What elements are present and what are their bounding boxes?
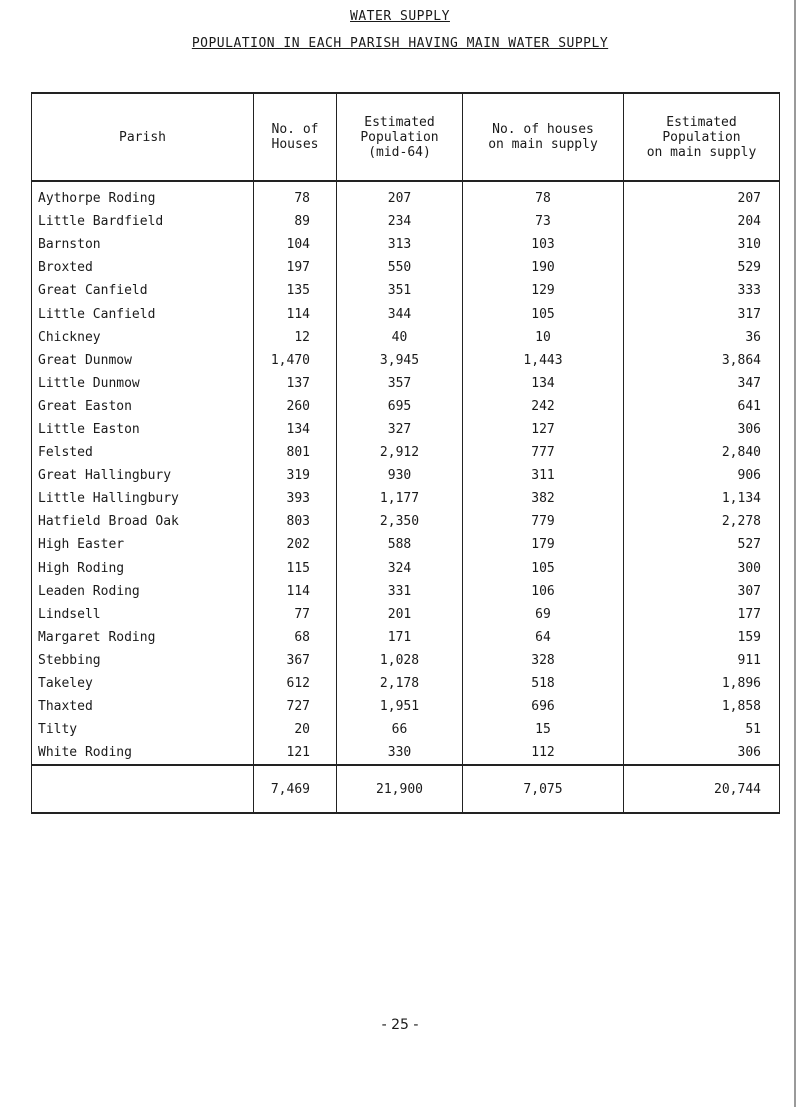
- population-on-main: 306: [624, 741, 780, 765]
- houses-on-main: 106: [463, 580, 624, 603]
- houses-on-main: 78: [463, 187, 624, 210]
- houses: 115: [254, 557, 337, 580]
- table-row: [32, 372, 780, 395]
- table-row: [32, 464, 780, 487]
- table-row: [32, 510, 780, 533]
- houses-on-main: 105: [463, 302, 624, 325]
- houses: 202: [254, 533, 337, 556]
- total-houses: 7,469: [254, 765, 337, 813]
- parish-name: White Roding: [32, 741, 254, 765]
- table-row: [32, 349, 780, 372]
- estimated-population: 234: [337, 210, 463, 233]
- population-on-main: 36: [624, 326, 780, 349]
- population-on-main: 529: [624, 256, 780, 279]
- parish-name: Felsted: [32, 441, 254, 464]
- table-row: [32, 533, 780, 556]
- houses: 803: [254, 510, 337, 533]
- houses: 801: [254, 441, 337, 464]
- houses: 319: [254, 464, 337, 487]
- population-on-main: 307: [624, 580, 780, 603]
- parish-name: Great Easton: [32, 395, 254, 418]
- houses-on-main: 64: [463, 626, 624, 649]
- estimated-population: 324: [337, 557, 463, 580]
- estimated-population: 1,951: [337, 695, 463, 718]
- houses-on-main: 73: [463, 210, 624, 233]
- header-parish: Parish: [32, 93, 254, 181]
- houses: 260: [254, 395, 337, 418]
- houses-on-main: 179: [463, 533, 624, 556]
- table-row: [32, 487, 780, 510]
- houses-on-main: 382: [463, 487, 624, 510]
- estimated-population: 2,178: [337, 672, 463, 695]
- houses-on-main: 190: [463, 256, 624, 279]
- table-row: [32, 210, 780, 233]
- houses: 197: [254, 256, 337, 279]
- houses-on-main: 10: [463, 326, 624, 349]
- parish-name: Great Hallingbury: [32, 464, 254, 487]
- population-on-main: 207: [624, 187, 780, 210]
- houses-on-main: 242: [463, 395, 624, 418]
- estimated-population: 313: [337, 233, 463, 256]
- table-row: [32, 279, 780, 302]
- houses-on-main: 105: [463, 557, 624, 580]
- table-row: [32, 718, 780, 741]
- houses: 612: [254, 672, 337, 695]
- table-row: [32, 256, 780, 279]
- houses-on-main: 328: [463, 649, 624, 672]
- population-on-main: 2,278: [624, 510, 780, 533]
- estimated-population: 344: [337, 302, 463, 325]
- houses: 135: [254, 279, 337, 302]
- parish-name: High Easter: [32, 533, 254, 556]
- estimated-population: 40: [337, 326, 463, 349]
- table-row: [32, 233, 780, 256]
- houses: 12: [254, 326, 337, 349]
- houses: 393: [254, 487, 337, 510]
- population-on-main: 1,134: [624, 487, 780, 510]
- page-title: WATER SUPPLY: [350, 9, 450, 24]
- parish-name: Little Bardfield: [32, 210, 254, 233]
- population-on-main: 306: [624, 418, 780, 441]
- population-on-main: 310: [624, 233, 780, 256]
- table-row: [32, 626, 780, 649]
- houses: 78: [254, 187, 337, 210]
- estimated-population: 588: [337, 533, 463, 556]
- houses-on-main: 696: [463, 695, 624, 718]
- table-row: [32, 695, 780, 718]
- parish-name: Takeley: [32, 672, 254, 695]
- houses-on-main: 779: [463, 510, 624, 533]
- houses-on-main: 1,443: [463, 349, 624, 372]
- houses-on-main: 518: [463, 672, 624, 695]
- estimated-population: 327: [337, 418, 463, 441]
- table-row: [32, 557, 780, 580]
- population-on-main: 333: [624, 279, 780, 302]
- parish-name: Tilty: [32, 718, 254, 741]
- estimated-population: 331: [337, 580, 463, 603]
- parish-name: Thaxted: [32, 695, 254, 718]
- houses-on-main: 134: [463, 372, 624, 395]
- houses: 1,470: [254, 349, 337, 372]
- parish-name: Barnston: [32, 233, 254, 256]
- houses: 89: [254, 210, 337, 233]
- table-row: [32, 187, 780, 210]
- parish-name: Great Dunmow: [32, 349, 254, 372]
- water-supply-table: [31, 92, 780, 814]
- estimated-population: 1,177: [337, 487, 463, 510]
- table-row: [32, 741, 780, 765]
- table-row: [32, 441, 780, 464]
- header-estimated-population: Estimated Population (mid-64): [337, 93, 463, 181]
- houses: 114: [254, 302, 337, 325]
- table-row: [32, 302, 780, 325]
- estimated-population: 207: [337, 187, 463, 210]
- houses: 134: [254, 418, 337, 441]
- table-header-row: [32, 93, 780, 181]
- page-subtitle: POPULATION IN EACH PARISH HAVING MAIN WATER SUPPLY: [191, 36, 609, 51]
- estimated-population: 3,945: [337, 349, 463, 372]
- parish-name: Little Hallingbury: [32, 487, 254, 510]
- parish-name: Aythorpe Roding: [32, 187, 254, 210]
- parish-name: Leaden Roding: [32, 580, 254, 603]
- population-on-main: 911: [624, 649, 780, 672]
- population-on-main: 347: [624, 372, 780, 395]
- totals-row: [32, 765, 780, 813]
- population-on-main: 204: [624, 210, 780, 233]
- estimated-population: 1,028: [337, 649, 463, 672]
- houses: 114: [254, 580, 337, 603]
- population-on-main: 317: [624, 302, 780, 325]
- estimated-population: 171: [337, 626, 463, 649]
- estimated-population: 2,350: [337, 510, 463, 533]
- estimated-population: 357: [337, 372, 463, 395]
- houses-on-main: 15: [463, 718, 624, 741]
- houses: 727: [254, 695, 337, 718]
- population-on-main: 1,858: [624, 695, 780, 718]
- estimated-population: 201: [337, 603, 463, 626]
- parish-name: High Roding: [32, 557, 254, 580]
- scan-edge: [794, 0, 796, 1107]
- parish-name: Little Canfield: [32, 302, 254, 325]
- estimated-population: 550: [337, 256, 463, 279]
- parish-name: Broxted: [32, 256, 254, 279]
- houses-on-main: 129: [463, 279, 624, 302]
- houses: 137: [254, 372, 337, 395]
- header-houses-on-main: No. of houses on main supply: [463, 93, 624, 181]
- population-on-main: 2,840: [624, 441, 780, 464]
- estimated-population: 330: [337, 741, 463, 765]
- houses-on-main: 311: [463, 464, 624, 487]
- population-on-main: 906: [624, 464, 780, 487]
- table-row: [32, 418, 780, 441]
- houses: 20: [254, 718, 337, 741]
- houses-on-main: 69: [463, 603, 624, 626]
- houses-on-main: 127: [463, 418, 624, 441]
- houses: 77: [254, 603, 337, 626]
- population-on-main: 159: [624, 626, 780, 649]
- houses-on-main: 103: [463, 233, 624, 256]
- parish-name: Lindsell: [32, 603, 254, 626]
- population-on-main: 3,864: [624, 349, 780, 372]
- houses: 367: [254, 649, 337, 672]
- total-houses-on-main: 7,075: [463, 765, 624, 813]
- header-houses: No. of Houses: [254, 93, 337, 181]
- estimated-population: 930: [337, 464, 463, 487]
- population-on-main: 177: [624, 603, 780, 626]
- parish-name: Little Dunmow: [32, 372, 254, 395]
- total-population: 21,900: [337, 765, 463, 813]
- houses: 68: [254, 626, 337, 649]
- totals-label: [32, 765, 254, 813]
- table-row: [32, 326, 780, 349]
- parish-name: Little Easton: [32, 418, 254, 441]
- parish-name: Stebbing: [32, 649, 254, 672]
- parish-name: Great Canfield: [32, 279, 254, 302]
- population-on-main: 527: [624, 533, 780, 556]
- houses-on-main: 112: [463, 741, 624, 765]
- houses: 104: [254, 233, 337, 256]
- page-number: - 25 -: [381, 1017, 419, 1033]
- houses: 121: [254, 741, 337, 765]
- parish-name: Chickney: [32, 326, 254, 349]
- estimated-population: 66: [337, 718, 463, 741]
- population-on-main: 641: [624, 395, 780, 418]
- population-on-main: 1,896: [624, 672, 780, 695]
- population-on-main: 51: [624, 718, 780, 741]
- population-on-main: 300: [624, 557, 780, 580]
- table-row: [32, 603, 780, 626]
- parish-name: Hatfield Broad Oak: [32, 510, 254, 533]
- table-row: [32, 395, 780, 418]
- estimated-population: 2,912: [337, 441, 463, 464]
- houses-on-main: 777: [463, 441, 624, 464]
- estimated-population: 351: [337, 279, 463, 302]
- total-population-on-main: 20,744: [624, 765, 780, 813]
- estimated-population: 695: [337, 395, 463, 418]
- table-row: [32, 649, 780, 672]
- table-row: [32, 580, 780, 603]
- header-population-on-main: Estimated Population on main supply: [624, 93, 780, 181]
- table-row: [32, 672, 780, 695]
- parish-name: Margaret Roding: [32, 626, 254, 649]
